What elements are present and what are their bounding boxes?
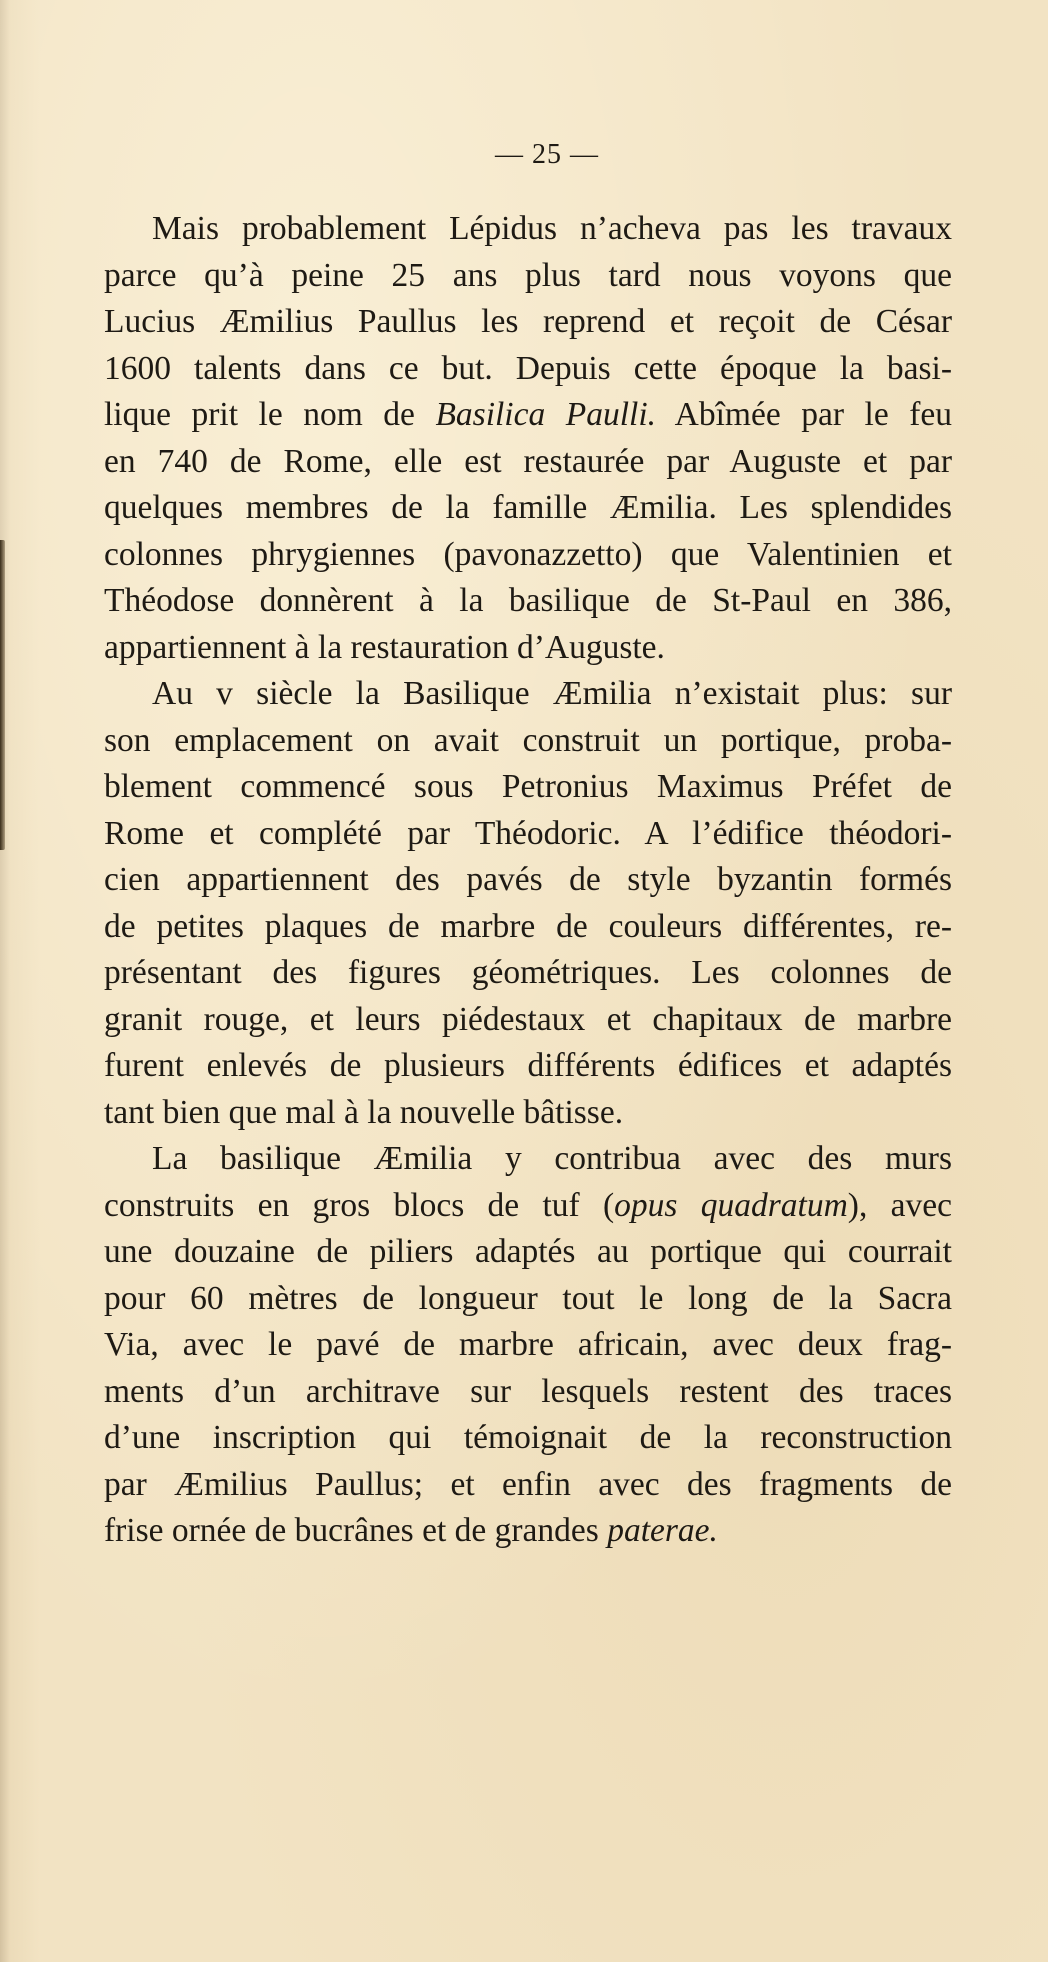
text-line: Mais probablement Lépidus n’acheva pas les travaux <box>152 210 952 247</box>
text-line: lique prit le nom de Basilica Paulli. Abîmée par le feu <box>104 396 952 433</box>
text-line: frise ornée de bucrânes et de grandes paterae. <box>104 1512 718 1549</box>
text-line: une douzaine de piliers adaptés au portique qui courrait <box>104 1233 952 1270</box>
binding-edge-shadow <box>0 540 5 850</box>
text-line: en 740 de Rome, elle est restaurée par Auguste et par <box>104 442 952 480</box>
text-line: La basilique Æmilia y contribua avec des murs <box>152 1140 952 1177</box>
text-line: tant bien que mal à la nouvelle bâtisse. <box>104 1093 624 1131</box>
text-line: par Æmilius Paullus; et enfin avec des fragments de <box>104 1465 952 1503</box>
text-line: ments d’un architrave sur lesquels restent des traces <box>104 1372 952 1410</box>
body-text <box>104 206 952 1555</box>
text-line: Au v siècle la Basilique Æmilia n’existait plus: sur <box>152 675 952 712</box>
text-line: appartiennent à la restauration d’Auguste. <box>104 628 665 666</box>
text-line: quelques membres de la famille Æmilia. Les splendides <box>104 489 952 526</box>
text-line: Théodose donnèrent à la basilique de St-Paul en 386, <box>104 582 952 619</box>
text-line: de petites plaques de marbre de couleurs différentes, re- <box>104 907 952 945</box>
paragraph-3 <box>104 1136 952 1555</box>
text-line: 1600 talents dans ce but. Depuis cette époque la basi- <box>104 349 952 387</box>
text-line: Via, avec le pavé de marbre africain, avec deux frag- <box>104 1326 952 1363</box>
text-line: d’une inscription qui témoignait de la reconstruction <box>104 1419 952 1456</box>
text-line: cien appartiennent des pavés de style byzantin formés <box>104 861 952 898</box>
paragraph-2 <box>104 671 952 1136</box>
italic-phrase: Basilica Paulli. <box>435 396 657 433</box>
text-line: Rome et complété par Théodoric. A l’édifice théodori- <box>104 814 952 852</box>
text-line: parce qu’à peine 25 ans plus tard nous voyons que <box>104 256 952 294</box>
text-line: furent enlevés de plusieurs différents édifices et adaptés <box>104 1047 952 1084</box>
text-line: colonnes phrygiennes (pavonazzetto) que Valentinien et <box>104 535 952 573</box>
italic-phrase: opus quadratum <box>614 1186 848 1224</box>
italic-phrase: paterae. <box>607 1512 718 1549</box>
page-number: — 25 — <box>495 139 599 170</box>
book-page <box>104 138 952 1555</box>
text-line: blement commencé sous Petronius Maximus Préfet de <box>104 768 952 805</box>
text-line: son emplacement on avait construit un portique, proba- <box>104 721 952 759</box>
text-line: granit rouge, et leurs piédestaux et chapitaux de marbre <box>104 1000 952 1038</box>
paragraph-1 <box>104 206 952 671</box>
text-line: Lucius Æmilius Paullus les reprend et reçoit de César <box>104 303 952 340</box>
text-line: pour 60 mètres de longueur tout le long de la Sacra <box>104 1279 952 1317</box>
text-line: présentant des figures géométriques. Les colonnes de <box>104 954 952 991</box>
text-line: construits en gros blocs de tuf (opus quadratum), avec <box>104 1186 952 1224</box>
